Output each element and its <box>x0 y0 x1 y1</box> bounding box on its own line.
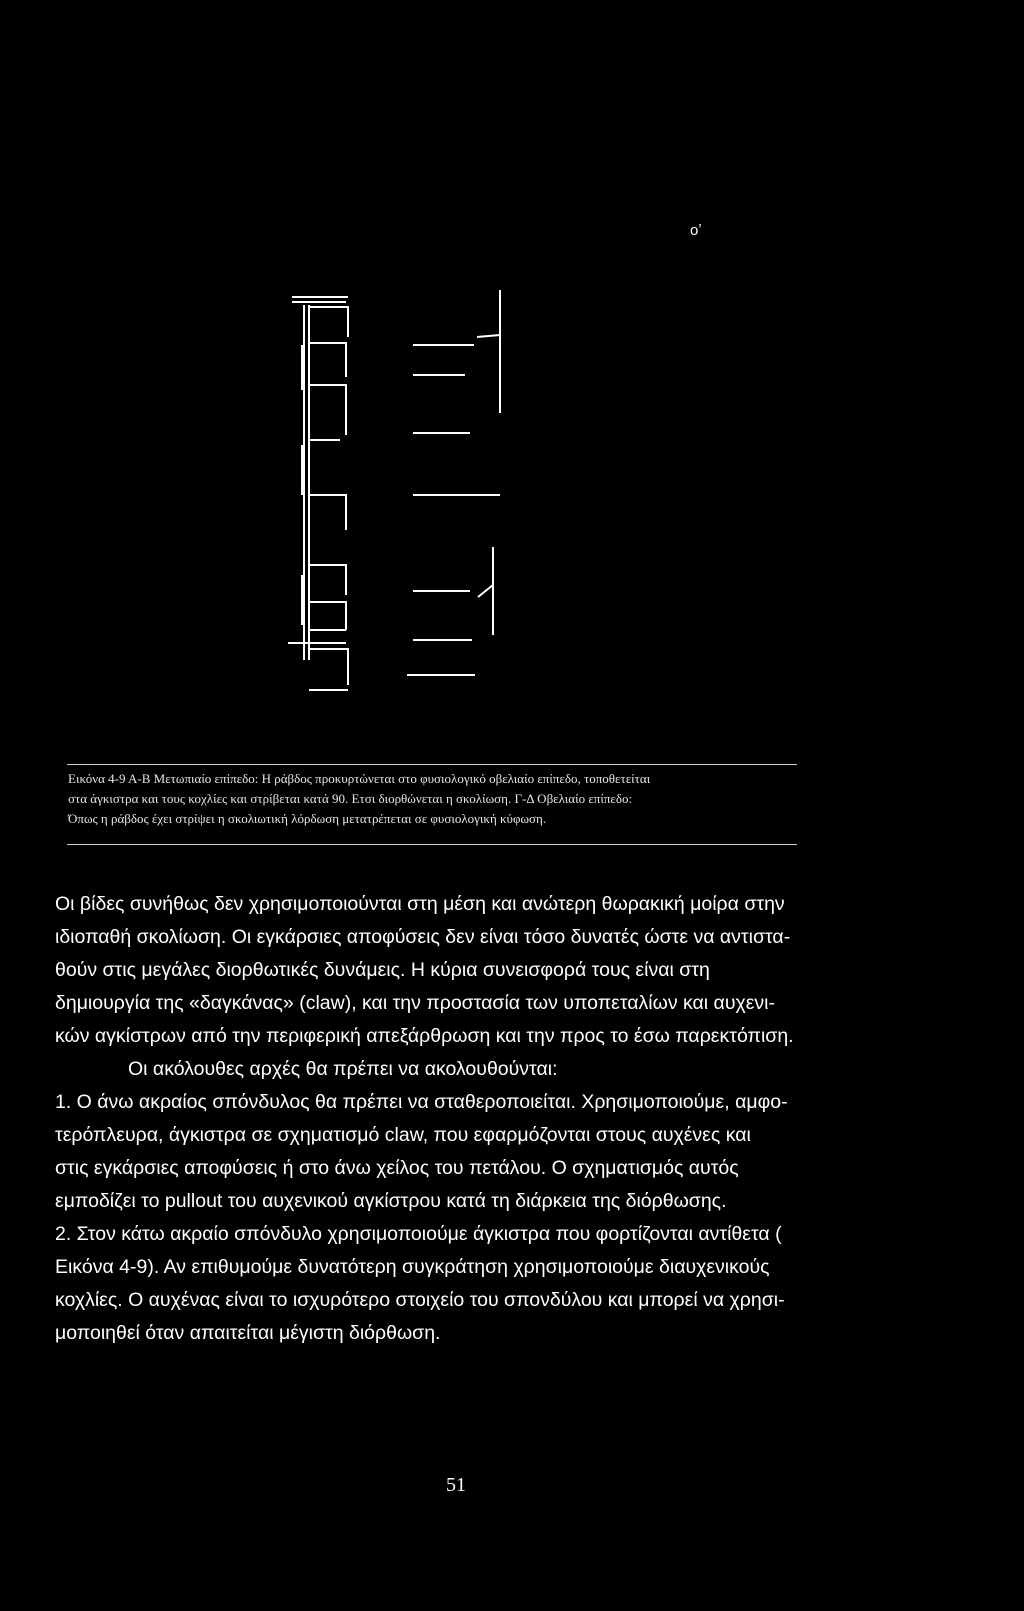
body-line: Εικόνα 4-9). Αν επιθυμούμε δυνατότερη συγκράτηση χρησιμοποιούμε διαυχενικούς <box>55 1256 770 1278</box>
vertebra-outline <box>309 307 348 337</box>
body-line: Οι βίδες συνήθως δεν χρησιμοποιούνται στη μέση και ανώτερη θωρακική μοίρα στην <box>55 893 785 915</box>
vertebra-outline <box>309 495 346 530</box>
body-line: 2. Στον κάτω ακραίο σπόνδυλο χρησιμοποιούμε άγκιστρα που φορτίζονται αντίθετα ( <box>55 1223 782 1245</box>
principles-intro: Οι ακόλουθες αρχές θα πρέπει να ακολουθούνται: <box>128 1058 558 1080</box>
figure-caption <box>68 769 798 829</box>
body-line: μοποιηθεί όταν απαιτείται μέγιστη διόρθωση. <box>55 1322 441 1344</box>
body-line: εμποδίζει το pullout του αυχενικού αγκίστρου κατά τη διάρκεια της διόρθωσης. <box>55 1190 727 1212</box>
body-line: κοχλίες. Ο αυχένας είναι το ισχυρότερο στοιχείο του σπονδύλου και μπορεί να χρησι- <box>55 1289 785 1311</box>
body-line: δημιουργία της «δαγκάνας» (claw), και την προστασία των υποπεταλίων και αυχενι- <box>55 992 775 1014</box>
caption-top-rule <box>67 764 797 765</box>
vertebra-outline <box>309 565 346 595</box>
body-line: 1. Ο άνω ακραίος σπόνδυλος θα πρέπει να σταθεροποιείται. Χρησιμοποιούμε, αμφο- <box>55 1091 788 1113</box>
body-line: θούν στις μεγάλες διορθωτικές δυνάμεις. Η κύρια συνεισφορά τους είναι στη <box>55 959 710 981</box>
spine-instrumentation-figure <box>280 285 540 725</box>
caption-line: στα άγκιστρα και τους κοχλίες και στρίβεται κατά 90. Ετσι διορθώνεται η σκολίωση. Γ-Δ Οβελιαίο επίπεδο: <box>68 791 633 806</box>
body-line: κών αγκίστρων από την περιφερική απεξάρθρωση και την προς το έσω παρεκτόπιση. <box>55 1025 794 1047</box>
caption-bottom-rule <box>67 844 797 845</box>
page-number: 51 <box>446 1474 466 1496</box>
body-line: στις εγκάρσιες αποφύσεις ή στο άνω χείλος του πετάλου. Ο σχηματισμός αυτός <box>55 1157 739 1179</box>
vertebra-outline <box>309 385 346 435</box>
vertebra-outline <box>309 343 346 377</box>
rod-and-hooks-diagram <box>280 285 540 725</box>
caption-line: Εικόνα 4-9 Α-Β Μετωπιαίο επίπεδο: Η ράβδος προκυρτώνεται στο φυσιολογικό οβελιαίο επίπεδο, τοποθετείται <box>68 771 651 786</box>
vertebra-outline <box>309 649 348 685</box>
body-text <box>55 888 845 1350</box>
caption-line: Όπως η ράβδος έχει στρίψει η σκολιωτική λόρδωση μετατρέπεται σε φυσιολογική κύφωση. <box>68 811 547 826</box>
body-line: ιδιοπαθή σκολίωση. Οι εγκάρσιες αποφύσεις δεν είναι τόσο δυνατές ώστε να αντιστα- <box>55 926 791 948</box>
corner-mark: οʼ <box>690 222 702 239</box>
vertebra-outline <box>309 602 346 630</box>
body-line: τερόπλευρα, άγκιστρα σε σχηματισμό claw, που εφαρμόζονται στους αυχένες και <box>55 1124 751 1146</box>
